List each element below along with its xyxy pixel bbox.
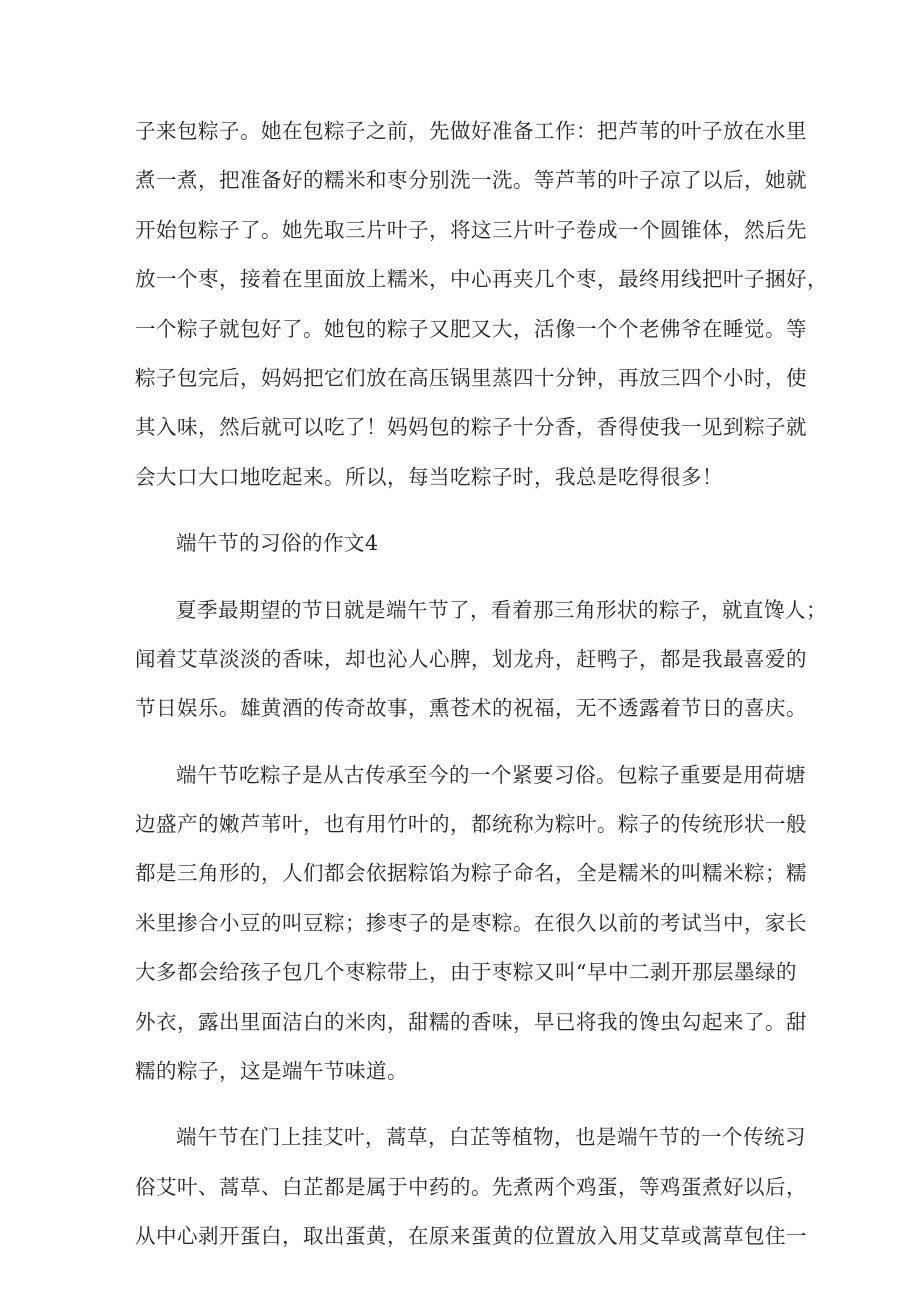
- text-line: 其入味，然后就可以吃了！妈妈包的粽子十分香，香得使我一见到粽子就: [135, 415, 807, 440]
- text-line: 开始包粽子了。她先取三片叶子，将这三片叶子卷成一个圆锥体，然后先: [135, 217, 807, 242]
- paragraph-3: [135, 751, 807, 1097]
- paragraph-gap: [135, 569, 785, 586]
- paragraph-gap: [135, 734, 785, 751]
- text-line: 俗艾叶、蒿草、白芷都是属于中药的。先煮两个鸡蛋，等鸡蛋煮好以后，: [135, 1174, 807, 1199]
- paragraph-4: [135, 1113, 807, 1261]
- text-line: 放一个枣，接着在里面放上糯米，中心再夹几个枣，最终用线把叶子捆好，: [135, 267, 828, 292]
- paragraph-1: [135, 107, 828, 502]
- text-line: 都是三角形的，人们都会依据粽馅为粽子命名，全是糯米的叫糯米粽；糯: [135, 861, 807, 886]
- text-line: 一个粽子就包好了。她包的粽子又肥又大，活像一个个老佛爷在睡觉。等: [135, 316, 807, 341]
- text-line: 糯的粽子，这是端午节味道。: [135, 1059, 408, 1084]
- text-line: 端午节在门上挂艾叶，蒿草，白芷等植物，也是端午节的一个传统习: [176, 1125, 806, 1150]
- text-line: 子来包粽子。她在包粽子之前，先做好准备工作：把芦苇的叶子放在水里: [135, 119, 807, 143]
- text-line: 米里掺合小豆的叫豆粽；掺枣子的是枣粽。在很久以前的考试当中，家长: [135, 910, 807, 935]
- text-line: 会大口大口地吃起来。所以，每当吃粽子时，我总是吃得很多！: [135, 464, 723, 489]
- text-line: 节日娱乐。雄黄酒的传奇故事，熏苍术的祝福，无不透露着节日的喜庆。: [135, 696, 807, 721]
- section-heading: 端午节的习俗的作文4: [176, 531, 379, 556]
- paragraph-gap: [135, 502, 785, 519]
- text-line: 边盛产的嫩芦苇叶，也有用竹叶的，都统称为粽叶。粽子的传统形状一般: [135, 812, 807, 837]
- text-line: 闻着艾草淡淡的香味，却也沁人心脾，划龙舟，赶鸭子，都是我最喜爱的: [135, 646, 807, 671]
- text-line: 煮一煮，把准备好的糯米和枣分别洗一洗。等芦苇的叶子凉了以后，她就: [135, 168, 807, 193]
- text-line: 端午节吃粽子是从古传承至今的一个紧要习俗。包粽子重要是用荷塘: [176, 762, 806, 787]
- paragraph-2: [135, 586, 827, 734]
- text-line: 从中心剥开蛋白，取出蛋黄，在原来蛋黄的位置放入用艾草或蒿草包住一: [135, 1224, 807, 1249]
- text-line: 大多都会给孩子包几个枣粽带上，由于枣粽又叫“早中二剥开那层墨绿的: [135, 960, 797, 985]
- document-body: [135, 107, 828, 1262]
- text-line: 夏季最期望的节日就是端午节了，看着那三角形状的粽子，就直馋人；: [176, 597, 827, 622]
- paragraph-gap: [135, 1096, 785, 1113]
- text-line: 外衣，露出里面洁白的米肉，甜糯的香味，早已将我的馋虫勾起来了。甜: [135, 1009, 807, 1034]
- text-line: 粽子包完后，妈妈把它们放在高压锅里蒸四十分钟，再放三四个小时，使: [135, 365, 807, 390]
